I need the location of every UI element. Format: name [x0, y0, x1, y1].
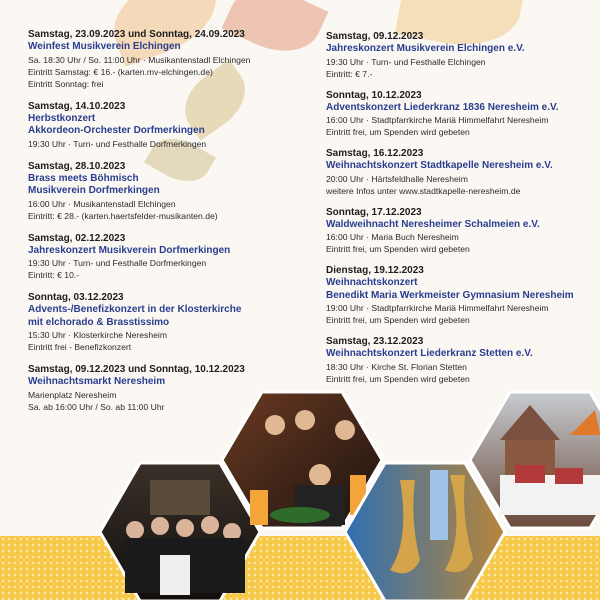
- event-title: Brass meets Böhmisch: [28, 172, 139, 184]
- event-detail: 19:00 Uhr · Stadtpfarrkirche Mariä Himmelfahrt Neresheim: [326, 303, 549, 313]
- event-title: Weihnachtskonzert Liederkranz Stetten e.V.: [326, 348, 533, 359]
- event-title: mit elchorado & Brasstissimo: [28, 316, 170, 328]
- event-date: Samstag, 16.12.2023: [326, 148, 424, 159]
- event-title: Musikverein Dorfmerkingen: [28, 185, 160, 196]
- event-title: Adventskonzert Liederkranz 1836 Neresheim e.V.: [326, 101, 559, 113]
- event-detail: Eintritt frei, um Spenden wird gebeten: [326, 315, 470, 325]
- event-date: Samstag, 02.12.2023: [28, 232, 126, 244]
- event-detail: 19:30 Uhr · Turn- und Festhalle Dorfmerkingen: [28, 258, 207, 268]
- event-date: Samstag, 14.10.2023: [28, 100, 126, 112]
- event-entry: [326, 206, 598, 256]
- event-title: Akkordeon-Orchester Dorfmerkingen: [28, 125, 205, 136]
- event-entry: [28, 28, 318, 90]
- event-date: Sonntag, 03.12.2023: [28, 292, 124, 303]
- event-detail: 16:00 Uhr · Musikantenstadl Elchingen: [28, 198, 176, 209]
- event-title: Weihnachtsmarkt Neresheim: [28, 376, 166, 387]
- event-detail: Eintritt frei - Benefizkonzert: [28, 342, 132, 352]
- event-entry: [326, 89, 598, 139]
- event-title: Jahreskonzert Musikverein Elchingen e.V.: [326, 43, 525, 54]
- event-detail: Eintritt: € 28.- (karten.haertsfelder-musikanten.de): [28, 210, 218, 221]
- event-title: Benedikt Maria Werkmeister Gymnasium Neresheim: [326, 289, 574, 301]
- event-date: Samstag, 23.12.2023: [326, 336, 424, 347]
- event-detail: 19:30 Uhr · Turn- und Festhalle Elchingen: [326, 56, 486, 67]
- event-detail: 19:30 Uhr · Turn- und Festhalle Dorfmerkingen: [28, 138, 207, 149]
- event-detail: 15:30 Uhr · Klosterkirche Neresheim: [28, 330, 167, 340]
- event-detail: 18:30 Uhr · Kirche St. Florian Stetten: [326, 361, 467, 372]
- event-title: Waldweihnacht Neresheimer Schalmeien e.V.: [326, 218, 540, 230]
- event-title: Weihnachtskonzert: [326, 277, 418, 288]
- event-detail: Eintritt: € 10.-: [28, 270, 80, 280]
- event-date: Samstag, 23.09.2023 und Sonntag, 24.09.2023: [28, 29, 245, 40]
- event-title: Herbstkonzert: [28, 112, 96, 124]
- event-entry: [28, 100, 318, 150]
- event-detail: 20:00 Uhr · Härtsfeldhalle Neresheim: [326, 173, 468, 184]
- event-detail: Eintritt frei, um Spenden wird gebeten: [326, 127, 470, 137]
- event-entry: [28, 291, 318, 353]
- event-detail: Marienplatz Neresheim: [28, 389, 117, 400]
- event-date: Sonntag, 10.12.2023: [326, 89, 422, 101]
- photo-hexagons: [0, 380, 600, 600]
- event-detail: Eintritt frei, um Spenden wird gebeten: [326, 244, 470, 254]
- event-list-left: [28, 28, 318, 423]
- event-date: Dienstag, 19.12.2023: [326, 265, 424, 276]
- event-detail: Eintritt Samstag: € 16.- (karten.mv-elchingen.de): [28, 66, 213, 77]
- event-entry: [28, 232, 318, 282]
- event-entry: [28, 160, 318, 222]
- event-detail: Eintritt Sonntag: frei: [28, 78, 104, 89]
- event-date: Samstag, 09.12.2023: [326, 31, 424, 42]
- event-date: Samstag, 28.10.2023: [28, 160, 126, 172]
- event-detail: Eintritt frei, um Spenden wird gebeten: [326, 373, 470, 384]
- event-detail: 16:00 Uhr · Maria Buch Neresheim: [326, 232, 459, 242]
- event-date: Samstag, 09.12.2023 und Sonntag, 10.12.2023: [28, 364, 245, 375]
- event-detail: Eintritt: € 7.-: [326, 68, 373, 79]
- event-title: Weinfest Musikverein Elchingen: [28, 41, 181, 52]
- event-entry: [326, 264, 598, 326]
- event-title: Weihnachtskonzert Stadtkapelle Neresheim e.V.: [326, 160, 553, 171]
- event-list-right: [326, 30, 598, 394]
- event-date: Sonntag, 17.12.2023: [326, 206, 422, 218]
- event-entry: [326, 335, 598, 385]
- event-detail: Sa. ab 16:00 Uhr / So. ab 11:00 Uhr: [28, 401, 165, 412]
- event-title: Jahreskonzert Musikverein Dorfmerkingen: [28, 244, 231, 256]
- event-entry: [326, 30, 598, 80]
- event-detail: weitere Infos unter www.stadtkapelle-neresheim.de: [326, 185, 521, 196]
- event-detail: Sa. 18:30 Uhr / So. 11:00 Uhr · Musikantenstadl Elchingen: [28, 54, 251, 65]
- event-title: Advents-/Benefizkonzert in der Klosterkirche: [28, 304, 242, 315]
- event-entry: [326, 147, 598, 197]
- event-detail: 16:00 Uhr · Stadtpfarrkirche Mariä Himmelfahrt Neresheim: [326, 115, 549, 125]
